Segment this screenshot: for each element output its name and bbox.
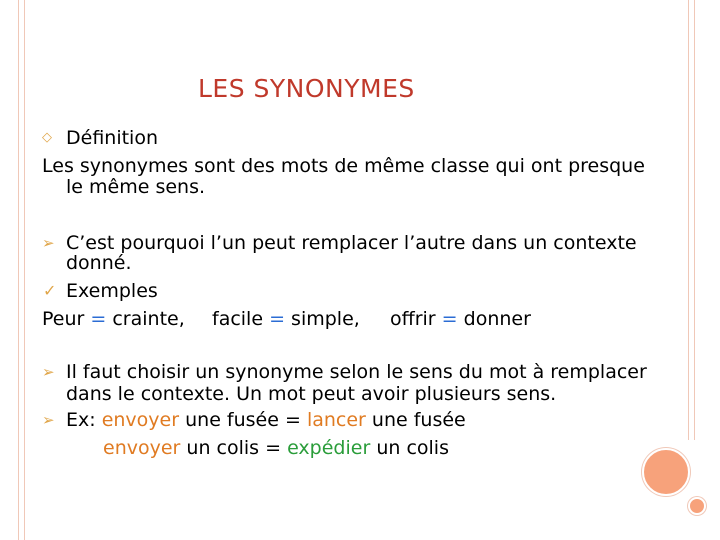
ex-tail: un colis (376, 437, 449, 459)
example-pair-2 (212, 308, 360, 330)
example-pair-3 (390, 308, 531, 330)
diamond-bullet-icon: ◇ (42, 130, 52, 145)
ex-tail: une fusée (371, 409, 466, 431)
ex-prefix: Ex: (66, 409, 96, 431)
right-border-decoration (688, 0, 695, 440)
example-word: Peur (42, 308, 85, 330)
ex-synonym: lancer (306, 409, 366, 431)
slide-title: LES SYNONYMES (198, 74, 415, 103)
ex-word: envoyer (103, 437, 181, 459)
reason-line1: C’est pourquoi l’un peut remplacer l’autre dans un contexte (66, 232, 637, 254)
example-row-2 (103, 437, 449, 459)
example-synonym: crainte, (112, 308, 185, 330)
examples-label: Exemples (66, 280, 158, 302)
left-border-decoration (18, 0, 25, 540)
equals-sign: = (90, 308, 107, 330)
example-synonym: donner (463, 308, 531, 330)
ex-middle: un colis = (186, 437, 282, 459)
equals-sign: = (269, 308, 285, 330)
decorative-circle-small (688, 497, 706, 515)
definition-text-line2: le même sens. (66, 176, 206, 198)
arrow-bullet-icon: ➢ (42, 411, 55, 429)
arrow-bullet-icon: ➢ (42, 234, 55, 252)
ex-synonym: expédier (287, 437, 371, 459)
example-word: offrir (390, 308, 436, 330)
decorative-circle-large (642, 448, 690, 496)
example-word: facile (212, 308, 264, 330)
definition-text-line1: Les synonymes sont des mots de même classe qui ont presque (42, 155, 645, 177)
example-synonym: simple, (291, 308, 360, 330)
choice-line2: dans le contexte. Un mot peut avoir plusieurs sens. (66, 383, 557, 405)
ex-word: envoyer (101, 409, 180, 431)
choice-line1: Il faut choisir un synonyme selon le sens du mot à remplacer (66, 361, 647, 383)
definition-label: Définition (66, 127, 159, 149)
arrow-bullet-icon: ➢ (42, 363, 55, 381)
reason-line2: donné. (66, 252, 132, 274)
example-pair-1 (42, 308, 185, 330)
equals-sign: = (441, 308, 458, 330)
example-row-1 (66, 409, 466, 431)
ex-middle: une fusée = (185, 409, 301, 431)
check-bullet-icon: ✓ (43, 281, 57, 300)
